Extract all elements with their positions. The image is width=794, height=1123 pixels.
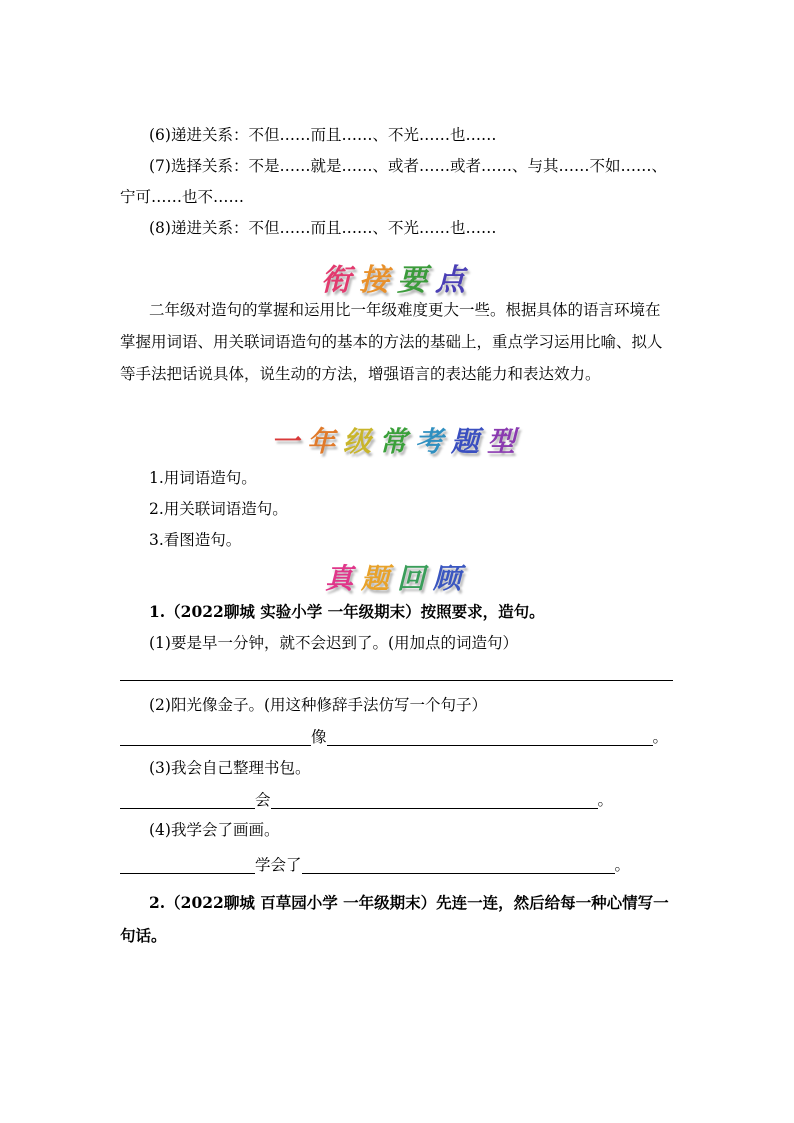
link-paragraph-line1: 二年级对造句的掌握和运用比一年级难度更大一些。根据具体的语言环境在 xyxy=(149,301,661,319)
answer-connector-3: 会 xyxy=(255,791,271,809)
link-paragraph-line2: 掌握用词语、用关联词语造句的基本的方法的基础上，重点学习运用比喻、拟人 xyxy=(120,333,663,351)
heading-review-char-1: 真 xyxy=(324,562,361,595)
heading-types-char-5: 考 xyxy=(415,425,452,458)
heading-review-char-3: 回 xyxy=(397,562,434,595)
answer-line-1[interactable] xyxy=(120,680,673,681)
type-item-1: 1.用词语造句。 xyxy=(149,469,257,487)
question-2-line1: 2.（2022聊城 百草园小学 一年级期末）先连一连，然后给每一种心情写一 xyxy=(149,893,669,912)
heading-review-char-4: 顾 xyxy=(433,562,470,595)
relation-6: (6)递进关系：不但……而且……、不光……也…… xyxy=(149,126,497,144)
answer-blank-2b[interactable] xyxy=(327,729,653,746)
heading-link-char-3: 要 xyxy=(397,263,435,298)
relation-7-line2: 宁可……也不…… xyxy=(120,188,245,206)
heading-types-char-7: 型 xyxy=(487,425,524,458)
heading-review-char-2: 题 xyxy=(360,562,397,595)
heading-link-points xyxy=(0,255,794,299)
question-1-part-1: (1)要是早一分钟，就不会迟到了。(用加点的词造句） xyxy=(149,634,519,652)
answer-blank-4a[interactable] xyxy=(120,857,255,874)
heading-link-char-2: 接 xyxy=(359,263,397,298)
relation-8: (8)递进关系：不但……而且……、不光……也…… xyxy=(149,219,497,237)
link-paragraph-line3: 等手法把话说具体，说生动的方法，增强语言的表达能力和表达效力。 xyxy=(120,365,601,383)
answer-connector-4: 学会了 xyxy=(255,856,302,874)
answer-blank-4b[interactable] xyxy=(302,857,615,874)
heading-types-char-6: 题 xyxy=(451,425,488,458)
heading-types-char-2: 年 xyxy=(306,425,343,458)
answer-blank-3a[interactable] xyxy=(120,792,255,809)
heading-past-questions xyxy=(0,557,794,597)
question-1-part-4-answer xyxy=(120,855,630,875)
question-1-part-2: (2)阳光像金子。(用这种修辞手法仿写一个句子） xyxy=(149,696,488,714)
heading-common-question-types xyxy=(0,420,794,460)
heading-types-char-3: 级 xyxy=(342,425,379,458)
heading-link-char-4: 点 xyxy=(435,263,473,298)
answer-blank-2a[interactable] xyxy=(120,729,311,746)
question-2-line2: 句话。 xyxy=(120,926,167,945)
question-1-part-3-answer xyxy=(120,790,613,810)
question-1-part-4: (4)我学会了画画。 xyxy=(149,821,280,839)
answer-end-2: 。 xyxy=(652,728,669,746)
heading-types-char-4: 常 xyxy=(378,425,415,458)
type-item-3: 3.看图造句。 xyxy=(149,531,242,549)
answer-connector-2: 像 xyxy=(311,728,327,746)
relation-7-line1: (7)选择关系：不是……就是……、或者……或者……、与其……不如……、 xyxy=(149,157,667,175)
answer-end-3: 。 xyxy=(597,791,614,809)
heading-types-char-1: 一 xyxy=(270,425,307,458)
question-1-part-2-answer xyxy=(120,727,668,747)
answer-end-4: 。 xyxy=(614,856,631,874)
heading-link-char-1: 衔 xyxy=(321,263,359,298)
answer-blank-3b[interactable] xyxy=(271,792,598,809)
question-1-part-3: (3)我会自己整理书包。 xyxy=(149,759,311,777)
question-1-title: 1.（2022聊城 实验小学 一年级期末）按照要求，造句。 xyxy=(149,602,545,621)
type-item-2: 2.用关联词语造句。 xyxy=(149,500,288,518)
